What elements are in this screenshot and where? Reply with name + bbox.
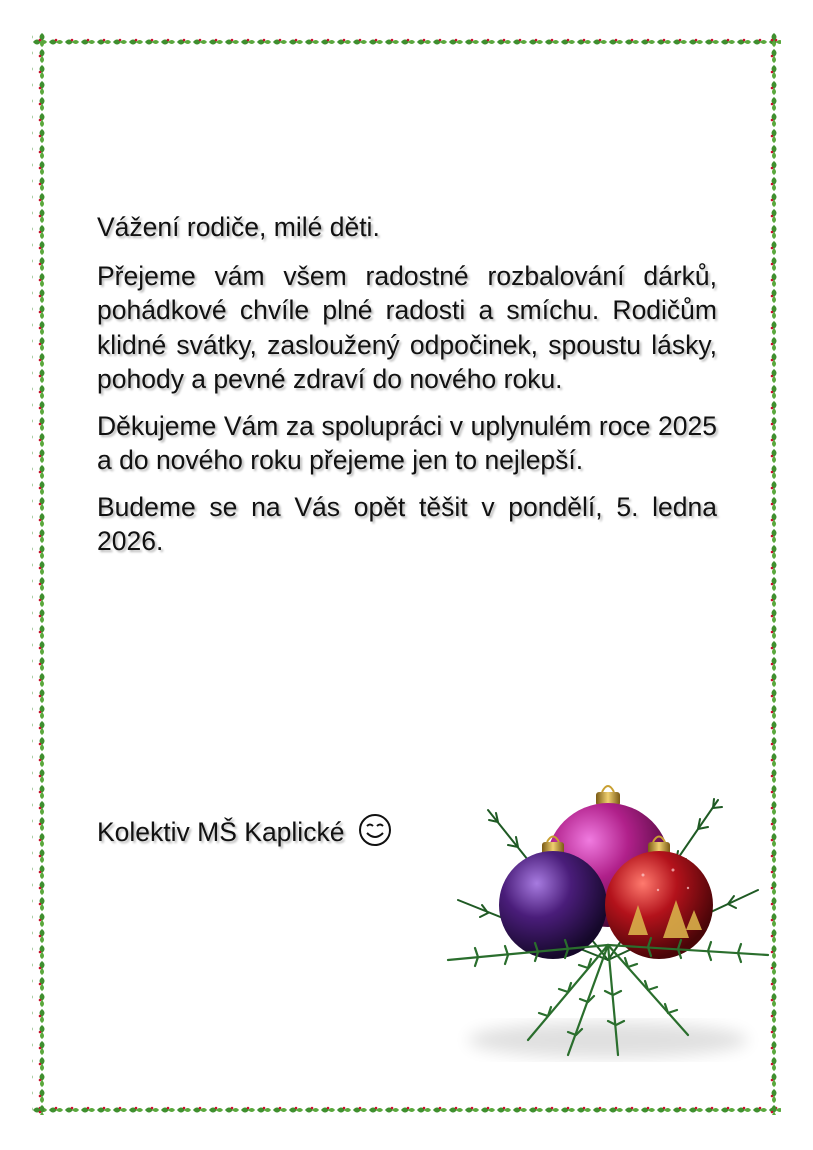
smiley-face-icon <box>358 813 392 855</box>
paragraph-return-date: Budeme se na Vás opět těšit v pondělí, 5. ledna 2026. <box>97 491 717 556</box>
greeting: Vážení rodiče, milé děti. <box>97 212 380 242</box>
signature: Kolektiv MŠ Kaplické <box>97 817 345 847</box>
signature-line <box>97 813 392 855</box>
paragraph-wishes: Přejeme vám všem radostné rozbalování dárků, pohádkové chvíle plné radosti a smíchu. Rodičům klidné svátky, zasloužený odpočinek, spoustu lásky, pohody a pevné zdraví do nového roku. <box>97 260 717 394</box>
letter-body <box>97 210 717 571</box>
christmas-baubles-illustration <box>418 770 783 1070</box>
paragraph-thanks: Děkujeme Vám za spolupráci v uplynulém roce 2025 a do nového roku přejeme jen to nejlepší. <box>97 410 717 475</box>
